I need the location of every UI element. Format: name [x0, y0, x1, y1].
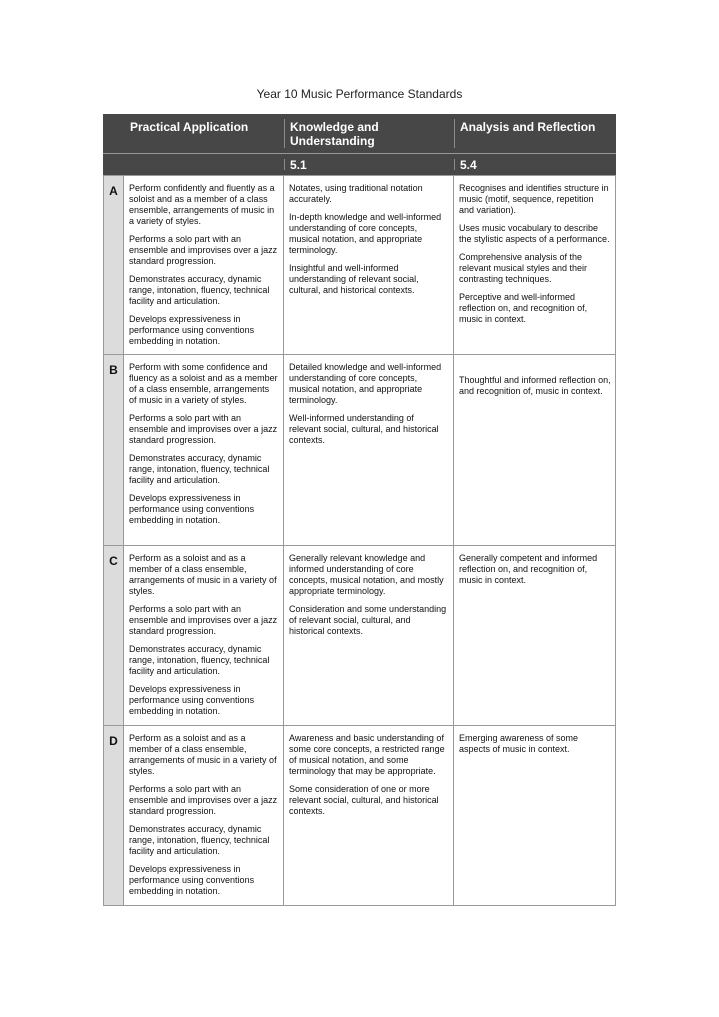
- descriptor-text: Develops expressiveness in performance using conventions embedding in notation.: [129, 684, 255, 716]
- descriptor-text: Awareness and basic understanding of some core concepts, a restricted range of musical notation, and some terminology that may be appropriate.: [289, 733, 445, 776]
- descriptor-text: Uses music vocabulary to describe the stylistic aspects of a performance.: [459, 223, 610, 244]
- descriptor-text: Emerging awareness of some aspects of music in context.: [459, 733, 579, 754]
- descriptor-text: Perform confidently and fluently as a soloist and as a member of a class ensemble, arrangements of music in a variety of styles.: [129, 183, 275, 226]
- analysis-cell: [454, 176, 616, 354]
- grade-label: A: [104, 176, 124, 354]
- table-row: [103, 176, 616, 355]
- standards-table: [103, 114, 616, 906]
- subheader-outcome-5-4: 5.4: [454, 154, 616, 175]
- knowledge-cell: [284, 546, 454, 725]
- descriptor-text: Notates, using traditional notation accurately.: [289, 183, 423, 204]
- descriptor-text: Recognises and identifies structure in music (motif, sequence, repetition and variation).: [459, 183, 609, 215]
- descriptor-text: Comprehensive analysis of the relevant musical styles and their contrasting techniques.: [459, 252, 588, 284]
- analysis-cell: [454, 726, 616, 905]
- knowledge-cell: [284, 176, 454, 354]
- descriptor-text: Consideration and some understanding of relevant social, cultural, and historical contexts.: [289, 604, 447, 636]
- descriptor-text: Generally competent and informed reflection on, and recognition of, music in context.: [459, 553, 598, 585]
- header-practical-application: Practical Application: [130, 120, 249, 134]
- descriptor-text: Well-informed understanding of relevant social, cultural, and historical contexts.: [289, 413, 439, 445]
- descriptor-text: Generally relevant knowledge and informed understanding of core concepts, musical notation, and mostly appropriate terminology.: [289, 553, 444, 596]
- descriptor-text: Performs a solo part with an ensemble and improvises over a jazz standard progression.: [129, 604, 278, 636]
- page-title: Year 10 Music Performance Standards: [256, 87, 463, 101]
- descriptor-text: Develops expressiveness in performance using conventions embedding in notation.: [129, 493, 255, 525]
- practical-cell: [124, 726, 284, 905]
- grade-subheader-cell: [103, 154, 124, 175]
- descriptor-text: Demonstrates accuracy, dynamic range, intonation, fluency, technical facility and articulation.: [129, 274, 270, 306]
- descriptor-text: Insightful and well-informed understanding of relevant social, cultural, and historical contexts.: [289, 263, 419, 295]
- descriptor-text: Performs a solo part with an ensemble and improvises over a jazz standard progression.: [129, 234, 278, 266]
- descriptor-text: Performs a solo part with an ensemble and improvises over a jazz standard progression.: [129, 784, 278, 816]
- descriptor-text: Demonstrates accuracy, dynamic range, intonation, fluency, technical facility and articulation.: [129, 644, 270, 676]
- knowledge-cell: [284, 726, 454, 905]
- descriptor-text: Perform as a soloist and as a member of a class ensemble, arrangements of music in a variety of styles.: [129, 733, 277, 776]
- descriptor-text: Demonstrates accuracy, dynamic range, intonation, fluency, technical facility and articulation.: [129, 453, 270, 485]
- subheader-practical: [124, 154, 284, 175]
- descriptor-text: In-depth knowledge and well-informed understanding of core concepts, musical notation, and appropriate terminology.: [289, 212, 442, 255]
- practical-cell: [124, 176, 284, 354]
- descriptor-text: Develops expressiveness in performance using conventions embedding in notation.: [129, 314, 255, 346]
- header-knowledge-understanding: Knowledge and Understanding: [284, 114, 454, 153]
- grade-header-cell: [103, 114, 124, 153]
- table-row: [103, 726, 616, 906]
- descriptor-text: Demonstrates accuracy, dynamic range, intonation, fluency, technical facility and articulation.: [129, 824, 270, 856]
- practical-cell: [124, 546, 284, 725]
- practical-cell: [124, 355, 284, 545]
- table-row: [103, 355, 616, 546]
- grade-label: D: [104, 726, 124, 905]
- knowledge-cell: [284, 355, 454, 545]
- descriptor-text: Performs a solo part with an ensemble and improvises over a jazz standard progression.: [129, 413, 278, 445]
- descriptor-text: Perform as a soloist and as a member of a class ensemble, arrangements of music in a variety of styles.: [129, 553, 277, 596]
- analysis-cell: [454, 546, 616, 725]
- descriptor-text: Develops expressiveness in performance using conventions embedding in notation.: [129, 864, 255, 896]
- table-subheader-row: [103, 154, 616, 176]
- descriptor-text: Thoughtful and informed reflection on, and recognition of, music in context.: [459, 375, 611, 396]
- analysis-cell: [454, 355, 616, 545]
- descriptor-text: Perceptive and well-informed reflection on, and recognition of, music in context.: [459, 292, 588, 324]
- header-analysis-reflection: Analysis and Reflection: [454, 114, 616, 153]
- descriptor-text: Detailed knowledge and well-informed understanding of core concepts, musical notation, and appropriate terminology.: [289, 362, 442, 405]
- table-body: [103, 176, 616, 906]
- grade-label: B: [104, 355, 124, 545]
- grade-label: C: [104, 546, 124, 725]
- table-header-row: [103, 114, 616, 154]
- subheader-outcome-5-1: 5.1: [284, 154, 454, 175]
- descriptor-text: Some consideration of one or more relevant social, cultural, and historical contexts.: [289, 784, 439, 816]
- table-row: [103, 546, 616, 726]
- descriptor-text: Perform with some confidence and fluency as a soloist and as a member of a class ensemble, arrangements of music in a variety of styles.: [129, 362, 278, 405]
